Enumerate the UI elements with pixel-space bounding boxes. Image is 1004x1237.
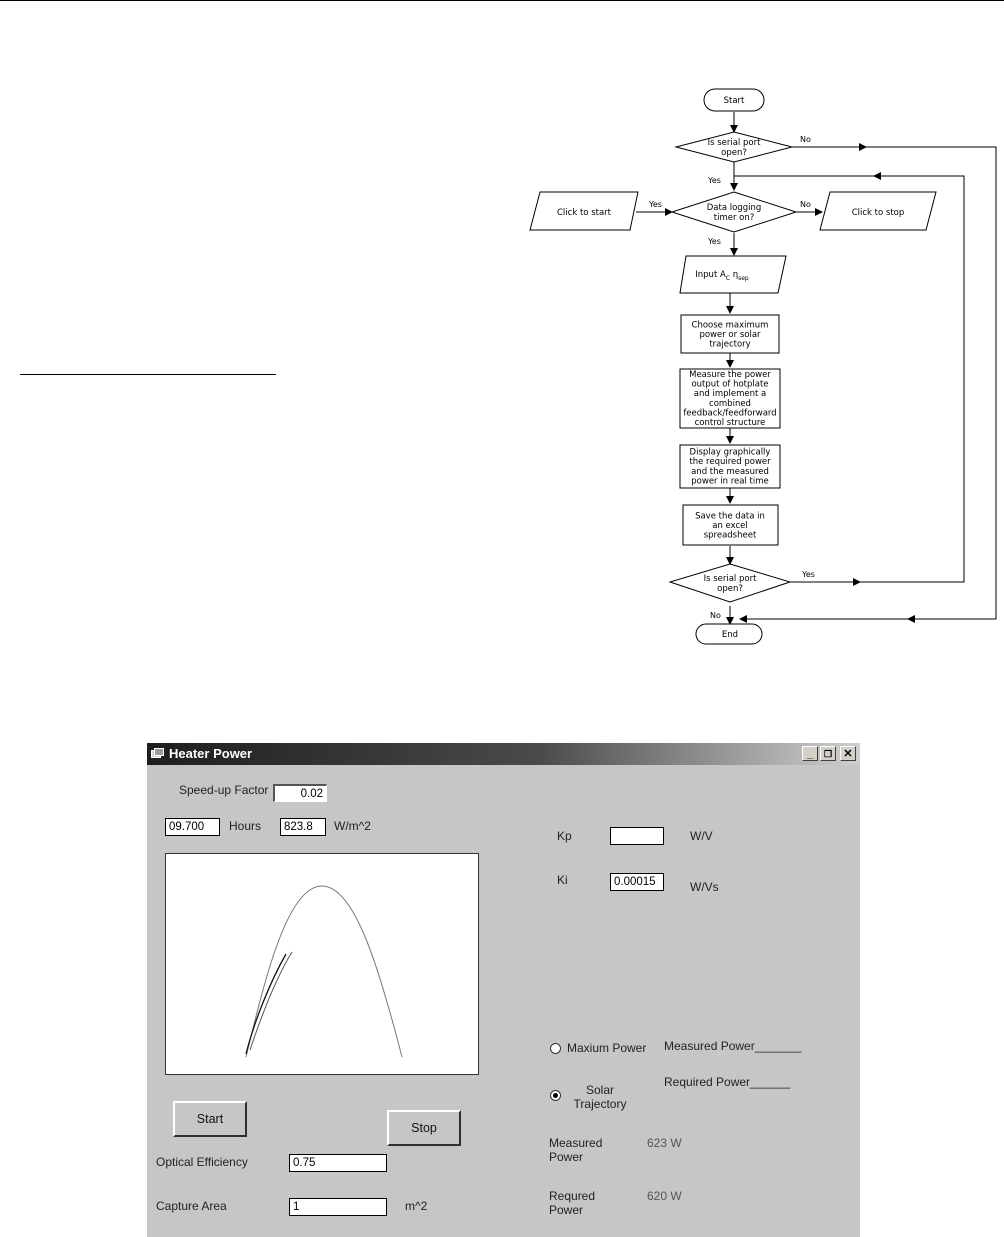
minimize-icon[interactable]: _ xyxy=(802,746,818,761)
edge-no-3: No xyxy=(710,611,721,620)
restore-icon[interactable]: ❐ xyxy=(820,746,836,761)
start-button[interactable]: Start xyxy=(173,1101,247,1137)
radio-selected-dot xyxy=(553,1093,558,1098)
heater-power-window xyxy=(147,743,860,1237)
required-power-value: 620 W xyxy=(647,1189,682,1203)
kp-input[interactable] xyxy=(610,827,664,845)
edge-no-1: No xyxy=(800,135,811,144)
capture-area-label: Capture Area xyxy=(156,1199,227,1213)
capture-area-unit: m^2 xyxy=(405,1199,428,1213)
speedup-input[interactable]: 0.02 xyxy=(273,784,327,802)
edge-yes-4: Yes xyxy=(802,570,815,579)
power-plot xyxy=(165,853,479,1075)
required-power-label: Requred Power xyxy=(549,1189,596,1217)
page-top-rule xyxy=(0,0,1004,1)
app-icon xyxy=(151,748,164,759)
measured-power-value: 623 W xyxy=(647,1136,682,1150)
radio-solar-trajectory-label[interactable]: Solar Trajectory xyxy=(573,1083,627,1111)
kp-label: Kp xyxy=(557,829,572,843)
kp-unit: W/V xyxy=(690,829,713,843)
radio-solar-trajectory[interactable] xyxy=(550,1090,561,1101)
close-icon[interactable]: ✕ xyxy=(840,746,856,761)
flow-choose-mode-text: Choose maximum power or solar trajectory xyxy=(691,320,769,350)
flow-measure-power-text: Measure the power output of hotplate and implement a combined feedback/feedforward control structure xyxy=(683,370,777,428)
flow-serial-check-2-text: Is serial port open? xyxy=(703,574,757,594)
title-bar[interactable] xyxy=(147,743,860,765)
optical-efficiency-label: Optical Efficiency xyxy=(156,1155,248,1169)
flow-click-stop-text: Click to stop xyxy=(851,208,905,218)
power-plot-canvas xyxy=(166,854,478,1074)
flow-display-graph-text: Display graphically the required power and the measured power in real time xyxy=(689,447,771,487)
irradiance-unit: W/m^2 xyxy=(334,819,371,833)
radio-max-power[interactable] xyxy=(550,1043,561,1054)
edge-no-2: No xyxy=(800,200,811,209)
speedup-label: Speed-up Factor xyxy=(179,783,269,797)
flow-logging-check-text: Data logging timer on? xyxy=(706,203,762,223)
measured-power-caption: Measured Power_______ xyxy=(664,1039,802,1053)
flow-click-start-text: Click to start xyxy=(557,208,611,218)
hours-label: Hours xyxy=(229,819,262,833)
measured-power-curve xyxy=(246,954,286,1054)
ki-unit: W/Vs xyxy=(690,880,719,894)
text-underline-rule xyxy=(20,374,276,375)
flow-start-text: Start xyxy=(723,96,745,106)
hours-input[interactable]: 09.700 xyxy=(165,818,220,836)
optical-efficiency-input[interactable]: 0.75 xyxy=(289,1154,387,1172)
radio-max-power-label[interactable]: Maxium Power xyxy=(567,1041,647,1055)
required-power-curve xyxy=(246,886,402,1057)
edge-yes-2: Yes xyxy=(649,200,662,209)
measured-power-label: Measured Power xyxy=(549,1136,603,1164)
flow-input-text: Input $A_C$ $\eta_{sep}$ xyxy=(695,270,749,282)
flow-serial-check-1-text: Is serial port open? xyxy=(707,138,761,158)
edge-yes-1: Yes xyxy=(708,176,721,185)
capture-area-input[interactable]: 1 xyxy=(289,1198,387,1216)
required-power-caption: Required Power______ xyxy=(664,1075,791,1089)
ki-label: Ki xyxy=(557,873,568,887)
flow-save-data-text: Save the data in an excel spreadsheet xyxy=(695,511,765,541)
edge-yes-3: Yes xyxy=(708,237,721,246)
flowchart-diagram xyxy=(520,80,1004,650)
window-title: Heater Power xyxy=(169,746,253,761)
irradiance-input[interactable]: 823.8 xyxy=(280,818,326,836)
flow-end-text: End xyxy=(721,630,739,640)
ki-input[interactable]: 0.00015 xyxy=(610,873,664,891)
stop-button[interactable]: Stop xyxy=(387,1110,461,1146)
measured-power-curve-2 xyxy=(250,952,292,1050)
